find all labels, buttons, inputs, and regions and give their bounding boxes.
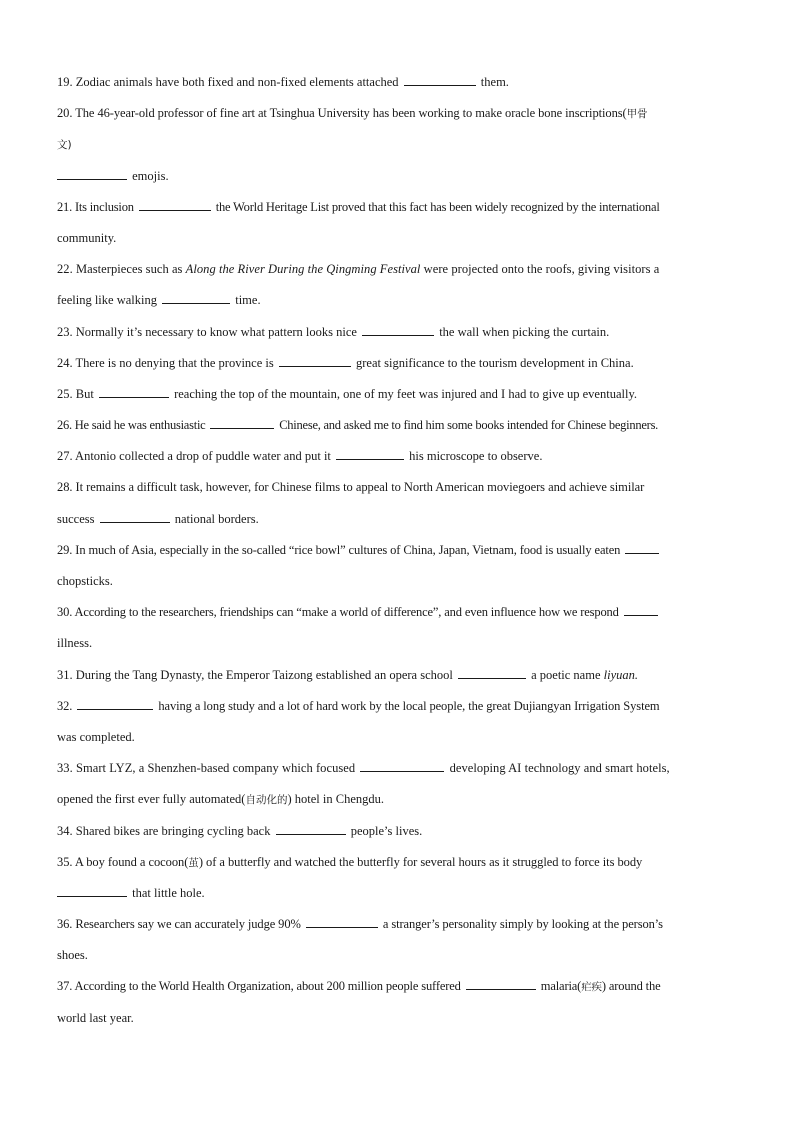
question-32 [57,694,746,725]
question-25 [57,382,746,413]
question-24 [57,351,746,382]
chinese-gloss: 自动化的 [245,794,288,807]
question-text: 19. Zodiac animals have both fixed and non-fixed elements attached [57,75,399,89]
question-text: them. [480,75,509,89]
question-32-cont [57,725,746,756]
answer-blank[interactable] [77,695,153,710]
answer-blank[interactable] [336,445,404,460]
question-text: success [57,511,95,526]
question-text: 24. There is no denying that the province is [57,355,274,370]
question-text: 22. Masterpieces such as [57,262,183,277]
question-text: community. [57,230,117,245]
answer-blank[interactable] [57,165,127,180]
question-text: feeling like walking [57,293,157,308]
question-30-cont [57,631,746,662]
answer-blank[interactable] [360,757,444,772]
question-text: 29. In much of Asia, especially in the so-called “rice bowl” cultures of China, Japan, Vietnam, food is usually eaten [57,542,621,557]
question-text: the wall when picking the curtain. [439,324,610,339]
question-26 [57,413,746,444]
question-text: reaching the top of the mountain, one of my feet was injured and I had to give up eventually. [174,386,638,401]
question-text: emojis. [132,168,169,183]
question-22 [57,257,746,288]
question-34 [57,819,746,850]
chinese-gloss: 文) [57,139,72,152]
question-text: illness. [57,636,93,651]
question-text: shoes. [57,948,88,963]
question-text: 36. Researchers say we can accurately judge 90% [57,917,301,932]
question-text: 32. [57,698,73,713]
question-text: 23. Normally it’s necessary to know what pattern looks nice [57,324,357,339]
question-text: 27. Antonio collected a drop of puddle water and put it [57,449,331,464]
question-text: people’s lives. [350,823,423,838]
question-text: 37. According to the World Health Organization, about 200 million people suffered [57,979,461,994]
question-text: 21. Its inclusion [57,199,134,214]
answer-blank[interactable] [624,601,658,616]
question-text: 34. Shared bikes are bringing cycling back [57,823,271,838]
question-35 [57,850,746,881]
question-text: 33. Smart LYZ, a Shenzhen-based company which focused [57,761,356,776]
question-text: time. [235,293,261,308]
question-33-cont [57,787,746,818]
chinese-gloss: 疟疾 [581,981,602,994]
question-36 [57,912,746,943]
question-30 [57,600,746,631]
answer-blank[interactable] [210,414,274,429]
artwork-title: Along the River During the Qingming Festival [185,262,421,277]
question-text: his microscope to observe. [409,449,543,464]
answer-blank[interactable] [404,71,476,86]
question-31 [57,663,746,694]
question-27 [57,444,746,475]
question-33 [57,756,746,787]
question-text: ) hotel in Chengdu. [287,792,384,807]
question-text: Chinese, and asked me to find him some books intended for Chinese beginners. [279,418,659,433]
question-text: the World Heritage List proved that this fact has been widely recognized by the international [215,199,660,214]
question-text: ) of a butterfly and watched the butterfly for several hours as it struggled to force its body [198,854,643,869]
answer-blank[interactable] [57,882,127,897]
question-text: that little hole. [132,885,205,900]
answer-blank[interactable] [139,196,211,211]
question-text: was completed. [57,729,135,744]
question-text: developing AI technology and smart hotels, [449,761,670,776]
answer-blank[interactable] [362,321,434,336]
answer-blank[interactable] [99,383,169,398]
question-text: malaria( [540,979,582,994]
question-28-cont [57,507,746,538]
question-text: a poetic name [531,667,601,682]
question-22-cont [57,288,746,319]
question-text: 28. It remains a difficult task, however, for Chinese films to appeal to North American moviegoers and achieve similar [57,480,645,495]
question-text: a stranger’s personality simply by looking at the person’s [382,917,663,932]
question-28 [57,475,746,506]
question-text: 25. But [57,386,94,401]
worksheet [57,70,746,1037]
question-text: 31. During the Tang Dynasty, the Emperor Taizong established an opera school [57,667,453,682]
answer-blank[interactable] [466,975,536,990]
question-text: 26. He said he was enthusiastic [57,418,206,433]
question-text: 35. A boy found a cocoon( [57,854,189,869]
question-20-cont [57,132,746,163]
chinese-gloss: 茧 [188,856,199,869]
term-italic: liyuan. [603,667,639,682]
question-21-cont [57,226,746,257]
question-text: 20. The 46-year-old professor of fine art at Tsinghua University has been working to make oracle bone inscriptions( [57,106,627,121]
question-20 [57,101,746,132]
question-20-cont2 [57,164,746,195]
question-text: great significance to the tourism development in China. [356,355,634,370]
answer-blank[interactable] [276,820,346,835]
question-text: 30. According to the researchers, friendships can “make a world of difference”, and even influence how we respond [57,605,619,620]
question-29-cont [57,569,746,600]
question-text: world last year. [57,1010,134,1025]
chinese-gloss: 甲骨 [626,108,648,121]
question-21 [57,195,746,226]
question-23 [57,320,746,351]
question-35-cont [57,881,746,912]
question-text: having a long study and a lot of hard work by the local people, the great Dujiangyan Irrigation System [158,698,660,713]
answer-blank[interactable] [279,352,351,367]
question-37-cont [57,1006,746,1037]
question-text: opened the first ever fully automated( [57,792,246,807]
question-text: national borders. [174,511,259,526]
question-37 [57,974,746,1005]
answer-blank[interactable] [162,289,230,304]
question-text: ) around the [601,979,661,994]
answer-blank[interactable] [625,539,659,554]
question-36-cont [57,943,746,974]
question-text: chopsticks. [57,574,113,588]
question-19 [57,70,746,101]
question-29 [57,538,746,569]
answer-blank[interactable] [100,508,170,523]
question-text: were projected onto the roofs, giving visitors a [423,262,660,277]
answer-blank[interactable] [306,913,378,928]
answer-blank[interactable] [458,664,526,679]
